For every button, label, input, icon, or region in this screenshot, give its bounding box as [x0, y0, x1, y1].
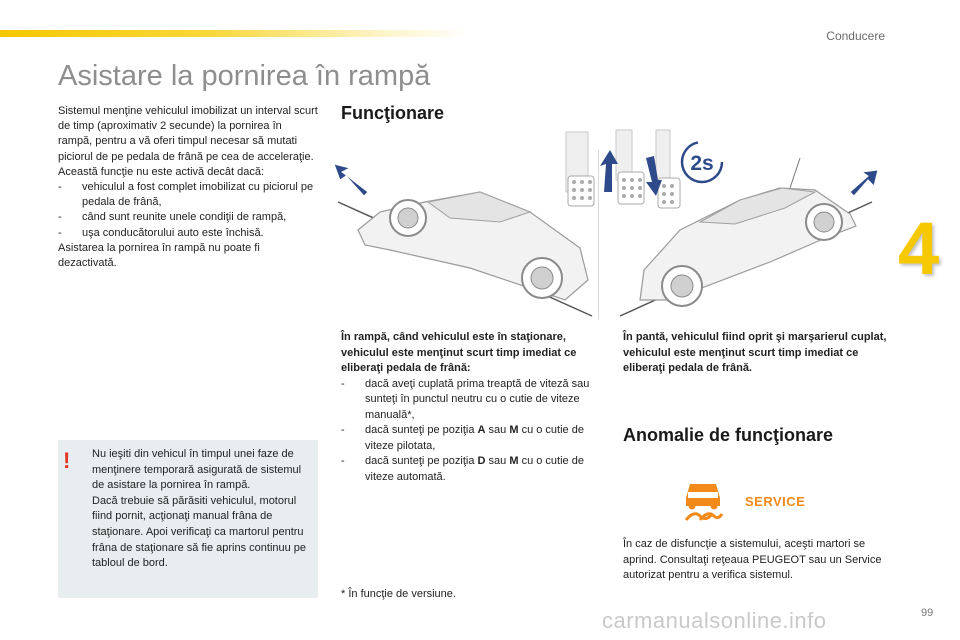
- warning-text: Nu ieşiti din vehicul în timpul unei faze de menţinere temporară asigurată de sistemul de asistare la pornirea în rampă. Dacă trebuie să părăsiti vehiculul, motorul fiind pornit, acţionaţi manual frâna de staţionare. Apoi verificaţi ca martorul pentru frâna de staţionare să fie aprins continuu pe tabloul de bord.: [92, 448, 307, 570]
- page-number: 99: [921, 607, 934, 619]
- divider: [598, 150, 599, 320]
- section-title-functionare: Funcţionare: [341, 103, 445, 123]
- list-item: - uşa conducătorului auto este închisă.: [58, 226, 264, 239]
- stability-control-warning-icon: [680, 480, 726, 522]
- list-item: - dacă sunteţi pe poziţia A sau M cu o cutie de viteze pilotata,: [341, 424, 584, 452]
- watermark: carmanualsonline.info: [602, 608, 827, 633]
- footnote: * În funcţie de versiune.: [341, 588, 456, 600]
- section-title-anomalie: Anomalie de funcţionare: [623, 425, 834, 445]
- intro-note: Asistarea la pornirea în rampă nu poate fi dezactivată.: [58, 241, 260, 270]
- downhill-description: În pantă, vehiculul fiind oprit şi marşarierul cuplat, vehiculul este menţinut scurt timp imediat ce eliberaţi pedala de frână.: [623, 331, 887, 374]
- list-item: - dacă sunteţi pe poziţia D sau M cu o cutie de viteze automată.: [341, 455, 584, 483]
- intro-condition-lead: Această funcţie nu este activă decât dacă:: [58, 165, 265, 178]
- intro-text: [58, 104, 318, 271]
- anomaly-text: În caz de disfuncţie a sistemului, aceşti martori se aprind. Consultaţi reţeaua PEUGEOT sau un Service autorizat pentru a verifica sistemul.: [623, 538, 882, 582]
- timer-2s-label: 2s: [690, 152, 714, 175]
- downhill-car-illustration: [610, 140, 885, 320]
- chapter-number: 4: [898, 207, 940, 290]
- exclamation-icon: !: [63, 448, 71, 473]
- arrow-icon: [334, 164, 368, 196]
- service-warning-label: SERVICE: [745, 494, 806, 509]
- list-item: - dacă aveţi cuplată prima treaptă de viteză sau sunteţi în punctul neutru cu o cutie de viteze manuală*,: [341, 377, 590, 421]
- list-item: - vehiculul a fost complet imobilizat cu piciorul pe pedala de frână,: [58, 181, 314, 209]
- uphill-description: În rampă, când vehiculul este în staţionare, vehiculul este menţinut scurt timp imediat ce eliberaţi pedala de frână: - dacă aveţi cuplată prima treaptă de viteză sau sunteţi în punctul neutru cu o cutie de viteze manuală*, - dacă sunteţi pe poziţia A sau M cu o cutie de viteze pilotata, - dacă sunteţi pe poziţia D sau M cu o cutie de viteze automată.: [341, 330, 603, 485]
- section-name: Conducere: [826, 29, 885, 43]
- page-title: Asistare la pornirea în rampă: [58, 60, 431, 92]
- intro-paragraph: Sistemul menţine vehiculul imobilizat un interval scurt de timp (aproximativ 2 secunde) la pornirea în rampă, pentru a vă oferi timpul necesar să mutati piciorul de pe pedala de frână pe cea de acceleraţie.: [58, 105, 318, 163]
- list-item: - când sunt reunite unele condiţii de rampă,: [58, 211, 287, 224]
- arrow-icon: [850, 170, 878, 196]
- header-accent-bar: [0, 30, 470, 37]
